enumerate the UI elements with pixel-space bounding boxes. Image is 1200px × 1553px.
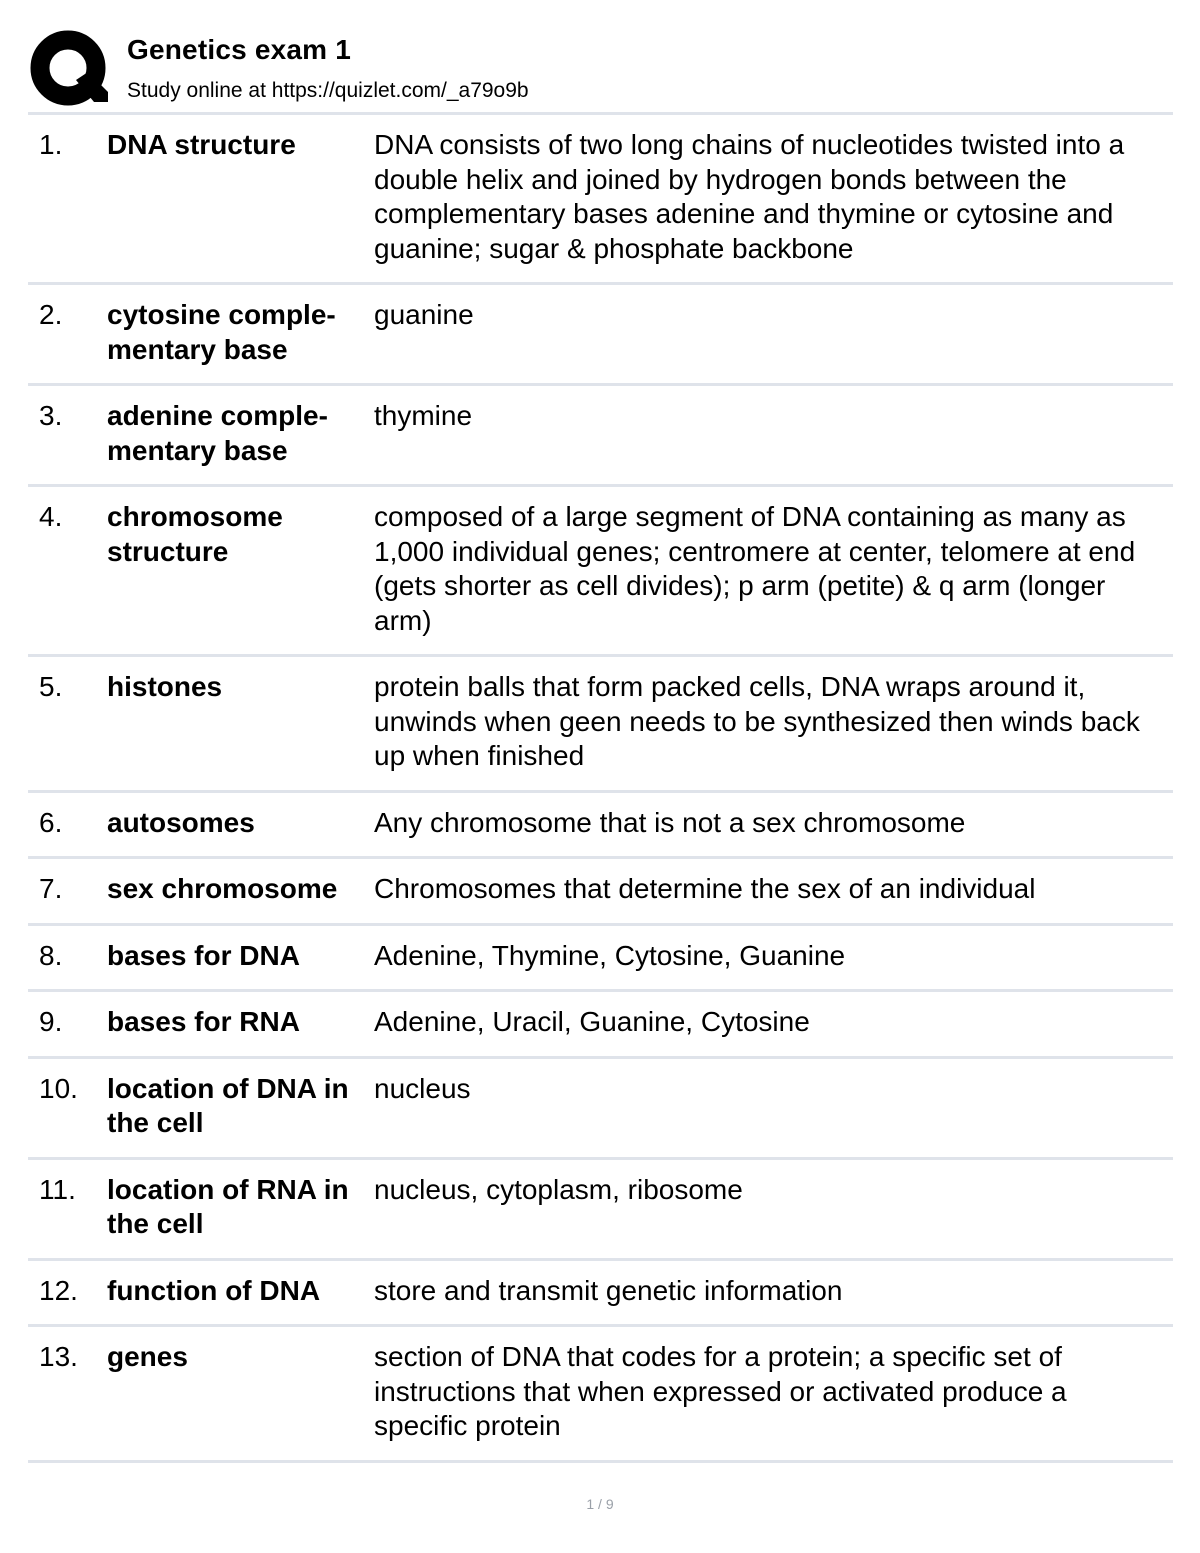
card-definition: Adenine, Uracil, Guanine, Cytosine: [374, 1006, 810, 1037]
card-term: histones: [107, 671, 223, 702]
card-definition: store and transmit genetic information: [374, 1274, 843, 1306]
flashcard-row: [28, 285, 1173, 386]
card-number: 7.: [39, 873, 63, 904]
flashcard-row: [28, 926, 1173, 993]
card-number: 4.: [39, 501, 63, 532]
card-term: genes: [107, 1341, 188, 1372]
card-number: 1.: [39, 129, 63, 160]
study-online-link[interactable]: Study online at https://quizlet.com/_a79o9b: [127, 79, 529, 102]
flashcard-row: [28, 859, 1173, 926]
card-definition: Any chromosome that is not a sex chromosome: [374, 806, 966, 838]
card-definition: section of DNA that codes for a protein; a specific set of instructions that when expressed or activated produce a specific protein: [374, 1341, 1067, 1441]
flashcard-row: [28, 992, 1173, 1059]
card-term: bases for RNA: [107, 1006, 300, 1037]
flashcard-list: [28, 112, 1173, 1463]
card-definition: guanine: [374, 299, 474, 330]
flashcard-row: [28, 386, 1173, 487]
card-number: 13.: [39, 1341, 78, 1372]
flashcard-row: [28, 1261, 1173, 1328]
card-number: 2.: [39, 299, 63, 330]
card-definition: DNA consists of two long chains of nucleotides twisted into a double helix and joined by hydrogen bonds between the complementary bases adenine and thymine or cytosine and guanine; sugar & phosphate backbone: [374, 129, 1125, 264]
card-number: 12.: [39, 1274, 78, 1306]
card-term: autosomes: [107, 806, 255, 838]
card-number: 11.: [39, 1173, 76, 1205]
card-term: DNA structure: [107, 129, 296, 160]
flashcard-row: [28, 1059, 1173, 1160]
card-definition: Adenine, Thymine, Cytosine, Guanine: [374, 939, 846, 971]
card-term: bases for DNA: [107, 939, 300, 971]
flashcard-row: [28, 657, 1173, 793]
card-number: 9.: [39, 1006, 63, 1037]
card-number: 8.: [39, 939, 63, 971]
deck-title: Genetics exam 1: [127, 34, 352, 65]
card-number: 3.: [39, 400, 63, 431]
flashcard-row: [28, 487, 1173, 657]
card-term: adenine comple-mentary base: [107, 400, 328, 466]
card-definition: protein balls that form packed cells, DNA wraps around it, unwinds when geen needs to be synthesized then winds back up when finished: [374, 671, 1140, 771]
card-term: location of DNA in the cell: [107, 1072, 349, 1138]
card-term: function of DNA: [107, 1274, 321, 1306]
card-term: chromosome structure: [107, 501, 283, 567]
card-definition: thymine: [374, 400, 473, 431]
flashcard-row: [28, 115, 1173, 285]
card-number: 6.: [39, 806, 63, 838]
card-number: 10.: [39, 1072, 78, 1104]
card-term: location of RNA in the cell: [107, 1173, 349, 1239]
quizlet-logo-icon: [30, 30, 108, 108]
card-number: 5.: [39, 671, 63, 702]
card-term: cytosine comple-mentary base: [107, 299, 336, 365]
page-header: [28, 30, 1173, 110]
card-definition: Chromosomes that determine the sex of an individual: [374, 873, 1036, 904]
flashcard-row: [28, 1160, 1173, 1261]
page-number: 1 / 9: [586, 1496, 614, 1512]
flashcard-row: [28, 793, 1173, 860]
card-term: sex chromosome: [107, 873, 338, 904]
card-definition: nucleus: [374, 1072, 471, 1104]
flashcard-row: [28, 1327, 1173, 1463]
card-definition: nucleus, cytoplasm, ribosome: [374, 1173, 743, 1205]
card-definition: composed of a large segment of DNA containing as many as 1,000 individual genes; centromere at center, telomere at end (gets shorter as cell divides); p arm (petite) & q arm (longer arm): [374, 501, 1136, 636]
